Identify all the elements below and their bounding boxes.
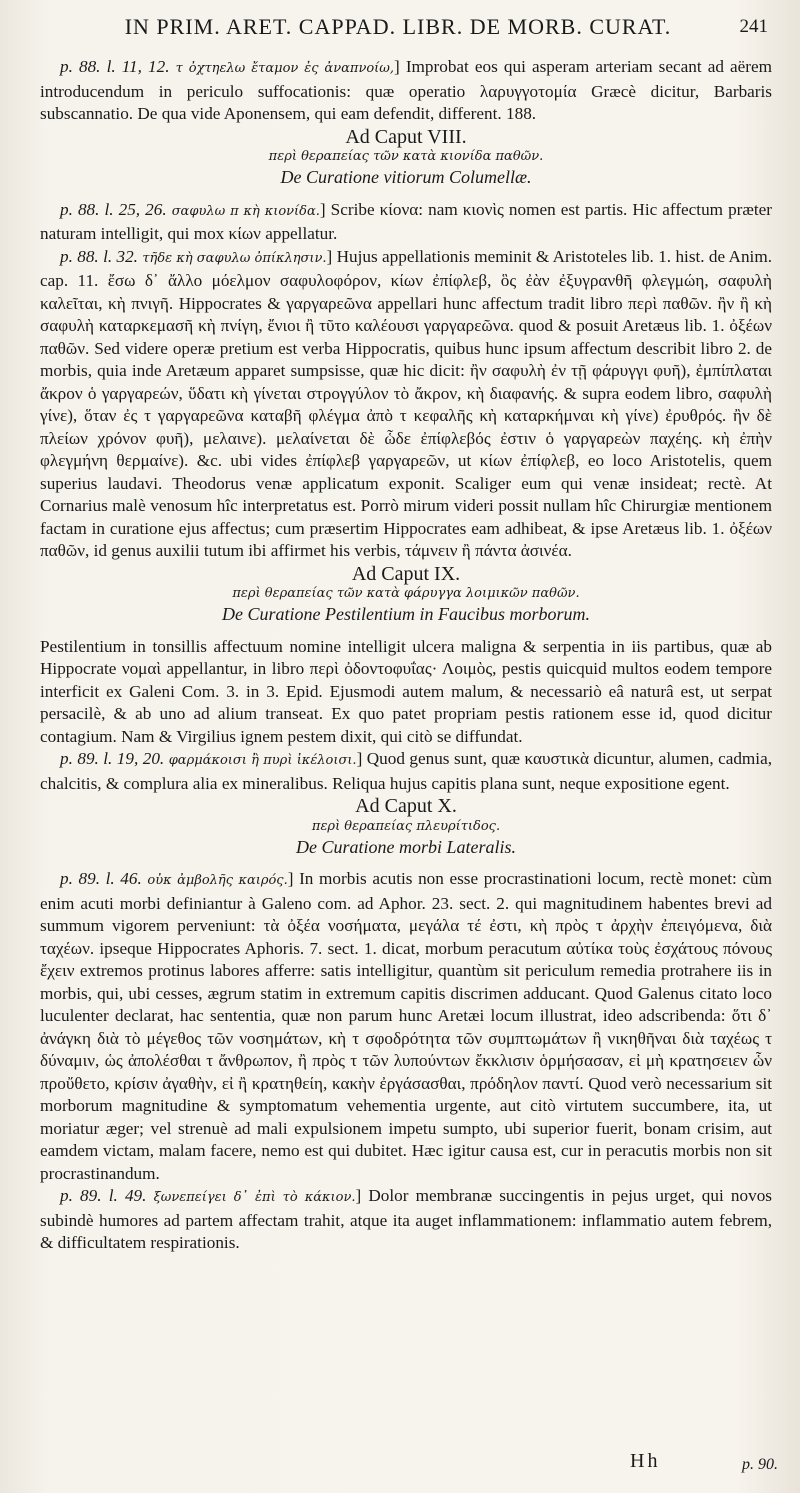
chapter-heading: Ad Caput VIII. [345, 125, 467, 148]
annotation-paragraph [40, 199, 772, 246]
chapter-greek-title: περὶ θεραπείας τῶν κατὰ φάρυγγα λοιμικῶν παθῶν. [232, 586, 580, 601]
annotation-paragraph [40, 246, 772, 563]
chapter-greek-title: περὶ θεραπείας πλευρίτιδος. [311, 818, 501, 834]
catchword: p. 90. [742, 1456, 778, 1473]
annotation-paragraph [40, 1185, 772, 1255]
annotation-paragraph [40, 868, 772, 1185]
annotation-paragraph [40, 748, 772, 795]
chapter-heading: Ad Caput IX. [351, 562, 461, 585]
page-body [40, 56, 772, 1255]
annotation-text: ] Scribe κίονα: nam κιονὶς nomen est partis. Hic affectum præter naturam intelligit, qui mox κίων appellatur. [40, 199, 773, 243]
line-reference: p. 88. l. 32. [60, 246, 138, 266]
line-reference: p. 88. l. 11, 12. [60, 57, 170, 76]
line-reference: p. 89. l. 49. [60, 1186, 147, 1205]
annotation-text: ] Hujus appellationis meminit & Aristoteles lib. 1. hist. de Anim. cap. 11. ἔσω δ᾽ ἄλλο μόελμον σαφυλοφόρον, κίων ἐπίφλεβ, ὃς ἐὰν ἐξυγρανθῆ φλεγμώη, σαφυλὴ καλεῖται, κὴ πνιγῆ. Hippocrates & γαργαρεῶνα appellari hunc affectum tradit libro περὶ παθῶν. ἢν ἢ κὴ σαφυλὴ καταρκεμασῆ κὴ πνίγη, ἔνιοι ἢ τῦτο καλέουσι γαργαρεῶνα. quod & posuit Aretæus lib. 1. ὀξέων παθῶν. Sed videre operæ pretium est verba Hippocratis, quibus hunc ipsum affectum describit libro 2. de morbis, quia inde Aretæum apparet sumpsisse, quæ hic dicit: ἢν σαφυλὴ ἐν τῇ φάρυγγι φυῆ), ἐμπίπλαται ἄκρον ὁ γαργαρεών, ὕδατι κὴ γίνεται στρογγύλον τὸ ἄκρον, κὴ διαφανής. & supra eodem libro, σαφυλὴ γίνε), ὅταν ἐς τ γαργαρεῶνα καταβῆ φλέγμα ἀπὸ τ κεφαλῆς κὴ καταρκήμναι κὴ γίνε) ἐρυθρός. ἢν δὲ πλείων χρόνον φυῆ), μελαινε). μελαίνεται δὲ ὧδε ἐπίφλεβός ἐστιν ὁ γαργαρεὼν παχέης. κὴ ἐπὴν φλεγμήνη θερμαίνε). &c. ubi vides ἐπίφλεβ γαργαρεῶν, ut κίων ἐπίφλεβ, eo loco Aristotelis, quem superius laudavi. Theodorus venæ applicatum exponit. Scaliger eum qui venæ insideat; rectè. At Cornarius malè venosum hîc interpretatus est. Porrò mirum videri possit nullam hîc Chirurgiæ mentionem factam in curatione ejus affectus; cum præsertim Hippocrates eam adhibeat, & ipse Aretæus lib. 1. ὀξέων παθῶν, id genus auxilii tutum ibi affirmet his verbis, τάμνειν ἢ πάντα ἀσινέα. [40, 246, 772, 560]
greek-lemma: φαρμάκοισι ἢ πυρὶ ἰκέλοισι. [168, 753, 357, 768]
greek-lemma: τῆδε κὴ σαφυλω ὀπίκλησιν. [142, 250, 327, 266]
greek-lemma: σαφυλω π κὴ κιονίδα. [171, 203, 320, 219]
annotation-text: ] Dolor membranæ succingentis in pejus urget, qui novos subindè humores ad partem affectam trahit, atque ita auget inflammationem: inflammatio autem febrem, & difficultatem respirationis. [40, 1186, 772, 1252]
greek-lemma: οὐκ ἀμβολῆς καιρός. [147, 873, 288, 888]
chapter-latin-title: De Curatione Pestilentium in Faucibus morborum. [222, 604, 590, 624]
annotation-text: ] Quod genus sunt, quæ καυστικὰ dicuntur, alumen, cadmia, chalcitis, & complura alia ex mineralibus. Reliqua hujus capitis plana sunt, neque expositione egent. [40, 749, 772, 793]
annotation-text: ] In morbis acutis non esse procrastinationi locum, rectè monet: cùm enim acuti morbi definiantur à Galeno com. ad Aphor. 23. sect. 2. qui magnitudinem habentes brevi ad summum vigorem perveniunt: τὰ ὀξέα νοσήματα, μεγάλα τέ ἐστι, κὴ πρὸς τ ἀρχὴν ἐπειγόμενα, διὰ ταχέων. ipseque Hippocrates Aphoris. 7. sect. 1. dicat, morbum peracutum αὐτίκα τοὺς ἐσχάτους πόνους ἔχειν extremos protinus labores afferre: satis intelligitur, quantùm sit periculum remedia protrahere iis in morbis, qui, ubi cesses, ægrum statim in extremum capitis discrimen adducant. Quod Galenus citato loco luculenter declarat, hac sententia, quæ non parum hunc Aretæi locum illustrat, ideo adscribenda: ὅτι δ᾽ ἀνάγκη διὰ τὸ μέγεθος τῶν νοσημάτων, κὴ τ σφοδρότητα τῶν συμπτωμάτων ἢ νικηθῆναι διὰ ταχέως τ δύναμιν, ὡς ἀπολέσθαι τ ἄνθρωπον, ἢ πρὸς τ τῶν λυπούντων ἔκκλισιν ὁρμήσασαν, εἰ μὴ κρατησειεν ὧν προὔθετο, κρίσιν ἀγαθὴν, εἰ ἢ κρατηθείη, κακὴν ἐργάσασθαι, πρόδηλον παντί. Quod verò necessarium sit morborum magnitudine & symptomatum vehementia urgente, aut citò virtutem succumbere, ita, ut moriatur æger; vel strenuè ad mali expulsionem impetu sumpto, ubi superior fuerit, bonam crisim, aut eamdem victam, malam facere, nemo est qui dubitet. Hæc igitur causa est, cur in peracutis morbis non sit procrastinandum. [40, 869, 773, 1183]
greek-lemma: ξωνεπείγει δ᾽ ἐπὶ τὸ κάκιον. [153, 1190, 356, 1205]
signature-mark: Hh [630, 1450, 661, 1472]
greek-lemma: τ ὀχτηελω ἔταμον ἐς ἀναπνοίω, [175, 61, 394, 76]
chapter-greek-title: περὶ θεραπείας τῶν κατὰ κιονίδα παθῶν. [268, 149, 544, 164]
chapter-heading: Ad Caput X. [355, 795, 457, 817]
line-reference: p. 89. l. 46. [60, 869, 142, 888]
chapter-latin-title: De Curatione morbi Lateralis. [295, 836, 516, 857]
chapter-intro: Pestilentium in tonsillis affectuum nomine intelligit ulcera maligna & serpentia in iis partibus, quæ ab Hippocrate νομαὶ appellantur, in libro περὶ ὀδοντοφυΐας· Λοιμὸς, pestis quicquid multos eodem tempore interficit ex Galeni Com. 3. in 3. Epid. Ejusmodi autem malum, & necessariò eâ naturâ est, ut serpat persacilè, & ab uno ad alium transeat. Ex quo patet propriam pestis rationem esse id, quod dicitur contagium. Nam & Virgilius ignem pestem dixit, qui citò se diffundat. [40, 636, 772, 746]
page-number: 241 [739, 16, 768, 37]
chapter-latin-title: De Curatione vitiorum Columellæ. [280, 167, 532, 187]
annotation-text: ] Improbat eos qui asperam arteriam secant ad aërem introducendum in periculo suffocationis: quæ operatio λαρυγγοτομία Græcè dicitur, Barbaris subscannatio. De qua vide Aponensem, qui eam defendit, different. 188. [40, 57, 773, 123]
line-reference: p. 89. l. 19, 20. [60, 749, 165, 768]
running-head: IN PRIM. ARET. CAPPAD. LIBR. DE MORB. CURAT. [124, 14, 672, 39]
annotation-paragraph [40, 56, 772, 126]
line-reference: p. 88. l. 25, 26. [60, 199, 167, 219]
